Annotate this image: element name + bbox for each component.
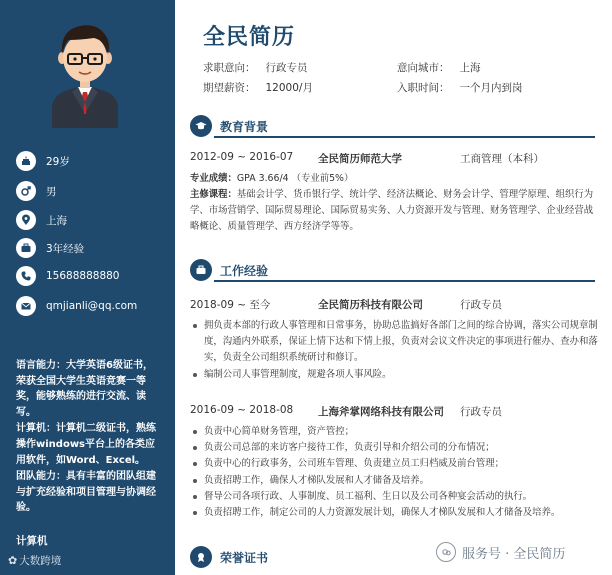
gpa-line: [190, 171, 600, 187]
honors-title: 荣誉证书: [220, 551, 269, 565]
mail-icon: [16, 296, 36, 316]
watermark-right-text: 服务号 · 全民简历: [462, 546, 566, 562]
salary-label: 期望薪资：: [203, 82, 256, 94]
email-text: qmjianli@qq.com: [46, 300, 138, 312]
list-item: 督导公司各项行政、人事制度、员工福利、生日以及公司各种宴会活动的执行。: [190, 489, 600, 505]
job-1-role: 行政专员: [460, 299, 502, 311]
work-divider: [214, 280, 595, 282]
job-1-date: 2018-09 ~ 至今: [190, 299, 271, 311]
graduation-cap-icon: [190, 115, 212, 137]
list-item: 编制公司人事管理制度，规避各项人事风险。: [190, 367, 600, 383]
major-name: 工商管理（本科）: [460, 153, 544, 165]
experience-text: 3年经验: [46, 242, 85, 255]
info-age: [16, 150, 70, 172]
info-gender: [16, 180, 57, 202]
age-text: 29岁: [46, 155, 70, 168]
certificate-icon: [190, 546, 212, 568]
briefcase-icon: [16, 238, 36, 258]
education-header: [190, 115, 595, 139]
info-experience: [16, 237, 84, 259]
education-details: [190, 171, 600, 235]
wechat-icon: ✿: [8, 554, 18, 567]
skills-section: [16, 358, 162, 517]
gender-text: 男: [46, 185, 57, 198]
gpa-value: GPA 3.66/4 （专业前5%）: [236, 173, 354, 184]
job-2-bullets: [190, 424, 600, 521]
courses-value: 基础会计学、货币银行学、统计学、经济法概论、财务会计学、管理学原理、组织行为学、市场营销学、国际贸易理论、国际贸易实务、人力资源开发与管理、财务管理学、企业经营战略概论、质量管理学、西方经济学等等。: [190, 189, 594, 232]
list-item: 负责公司总部的来访客户接待工作，负责引导和介绍公司的分布情况；: [190, 440, 600, 456]
expected-salary: [203, 80, 313, 95]
salary-value: 12000/月: [265, 82, 313, 94]
info-email: [16, 295, 137, 317]
work-header: [190, 259, 595, 283]
avatar: [48, 14, 122, 128]
education-divider: [214, 136, 595, 138]
start-time: [397, 80, 523, 95]
page-title: 全民简历: [203, 25, 296, 50]
brand-watermark-left: [8, 553, 61, 568]
school-name: 全民简历师范大学: [318, 153, 402, 165]
info-location: [16, 209, 67, 231]
language-skill: 语言能力：大学英语6级证书，荣获全国大学生英语竞赛一等奖，能够熟练的进行交流、读写。: [16, 360, 153, 418]
target-city: [397, 60, 481, 75]
courses-label: 主修课程：: [190, 189, 237, 200]
start-value: 一个月内到岗: [459, 82, 523, 94]
list-item: 负责招聘工作，确保人才梯队发展和人才储备及培养。: [190, 473, 600, 489]
education-date: 2012-09 ~ 2016-07: [190, 151, 294, 163]
briefcase-icon: [190, 259, 212, 281]
team-skill: 团队能力：具有丰富的团队组建与扩充经验和项目管理与协调经验。: [16, 471, 156, 514]
job-2-date: 2016-09 ~ 2018-08: [190, 404, 294, 416]
list-item: 负责招聘工作，制定公司的人力资源发展计划，确保人才梯队发展和人才储备及培养。: [190, 505, 600, 521]
list-item: 拥负责本部的行政人事管理和日常事务，协助总监搞好各部门之间的综合协调，落实公司规章制度，沟通内外联系，保证上情下达和下情上报，负责对会议文件决定的事项进行催办、查办和落实，负责全公司组织系统研讨和修订。: [190, 318, 600, 367]
list-item: 负责中心简单财务管理，资产管控；: [190, 424, 600, 440]
education-title: 教育背景: [220, 120, 269, 134]
job-2-company: 上海斧掌网络科技有限公司: [318, 406, 444, 418]
job-1-bullets: [190, 318, 600, 383]
info-phone: [16, 265, 120, 287]
city-value: 上海: [459, 62, 481, 74]
male-gender-icon: [16, 181, 36, 201]
city-label: 意向城市：: [397, 62, 450, 74]
gpa-label: 专业成绩：: [190, 173, 237, 184]
job-2-role: 行政专员: [460, 406, 502, 418]
work-title: 工作经验: [220, 264, 269, 278]
wechat-logo-icon: [436, 542, 456, 562]
location-text: 上海: [46, 214, 67, 227]
list-item: 负责中心的行政事务，公司班车管理、负责建立员工归档威及前台管理；: [190, 456, 600, 472]
courses-line: [190, 187, 600, 235]
birthday-cake-icon: [16, 151, 36, 171]
watermark-left-text: 大数跨境: [19, 555, 62, 567]
phone-icon: [16, 266, 36, 286]
job-label: 求职意向：: [203, 62, 256, 74]
start-label: 入职时间：: [397, 82, 450, 94]
computer-section-title: 计算机: [16, 535, 48, 547]
job-value: 行政专员: [265, 62, 308, 74]
sidebar: [0, 0, 175, 575]
phone-text: 15688888880: [46, 270, 120, 282]
job-1-company: 全民简历科技有限公司: [318, 299, 423, 311]
location-pin-icon: [16, 210, 36, 230]
job-intention: [203, 60, 308, 75]
brand-watermark-right: [436, 541, 565, 563]
main-content: [175, 0, 612, 575]
computer-skill: 计算机：计算机二级证书，熟练操作windows平台上的各类应用软件，如Word、Excel。: [16, 423, 156, 466]
